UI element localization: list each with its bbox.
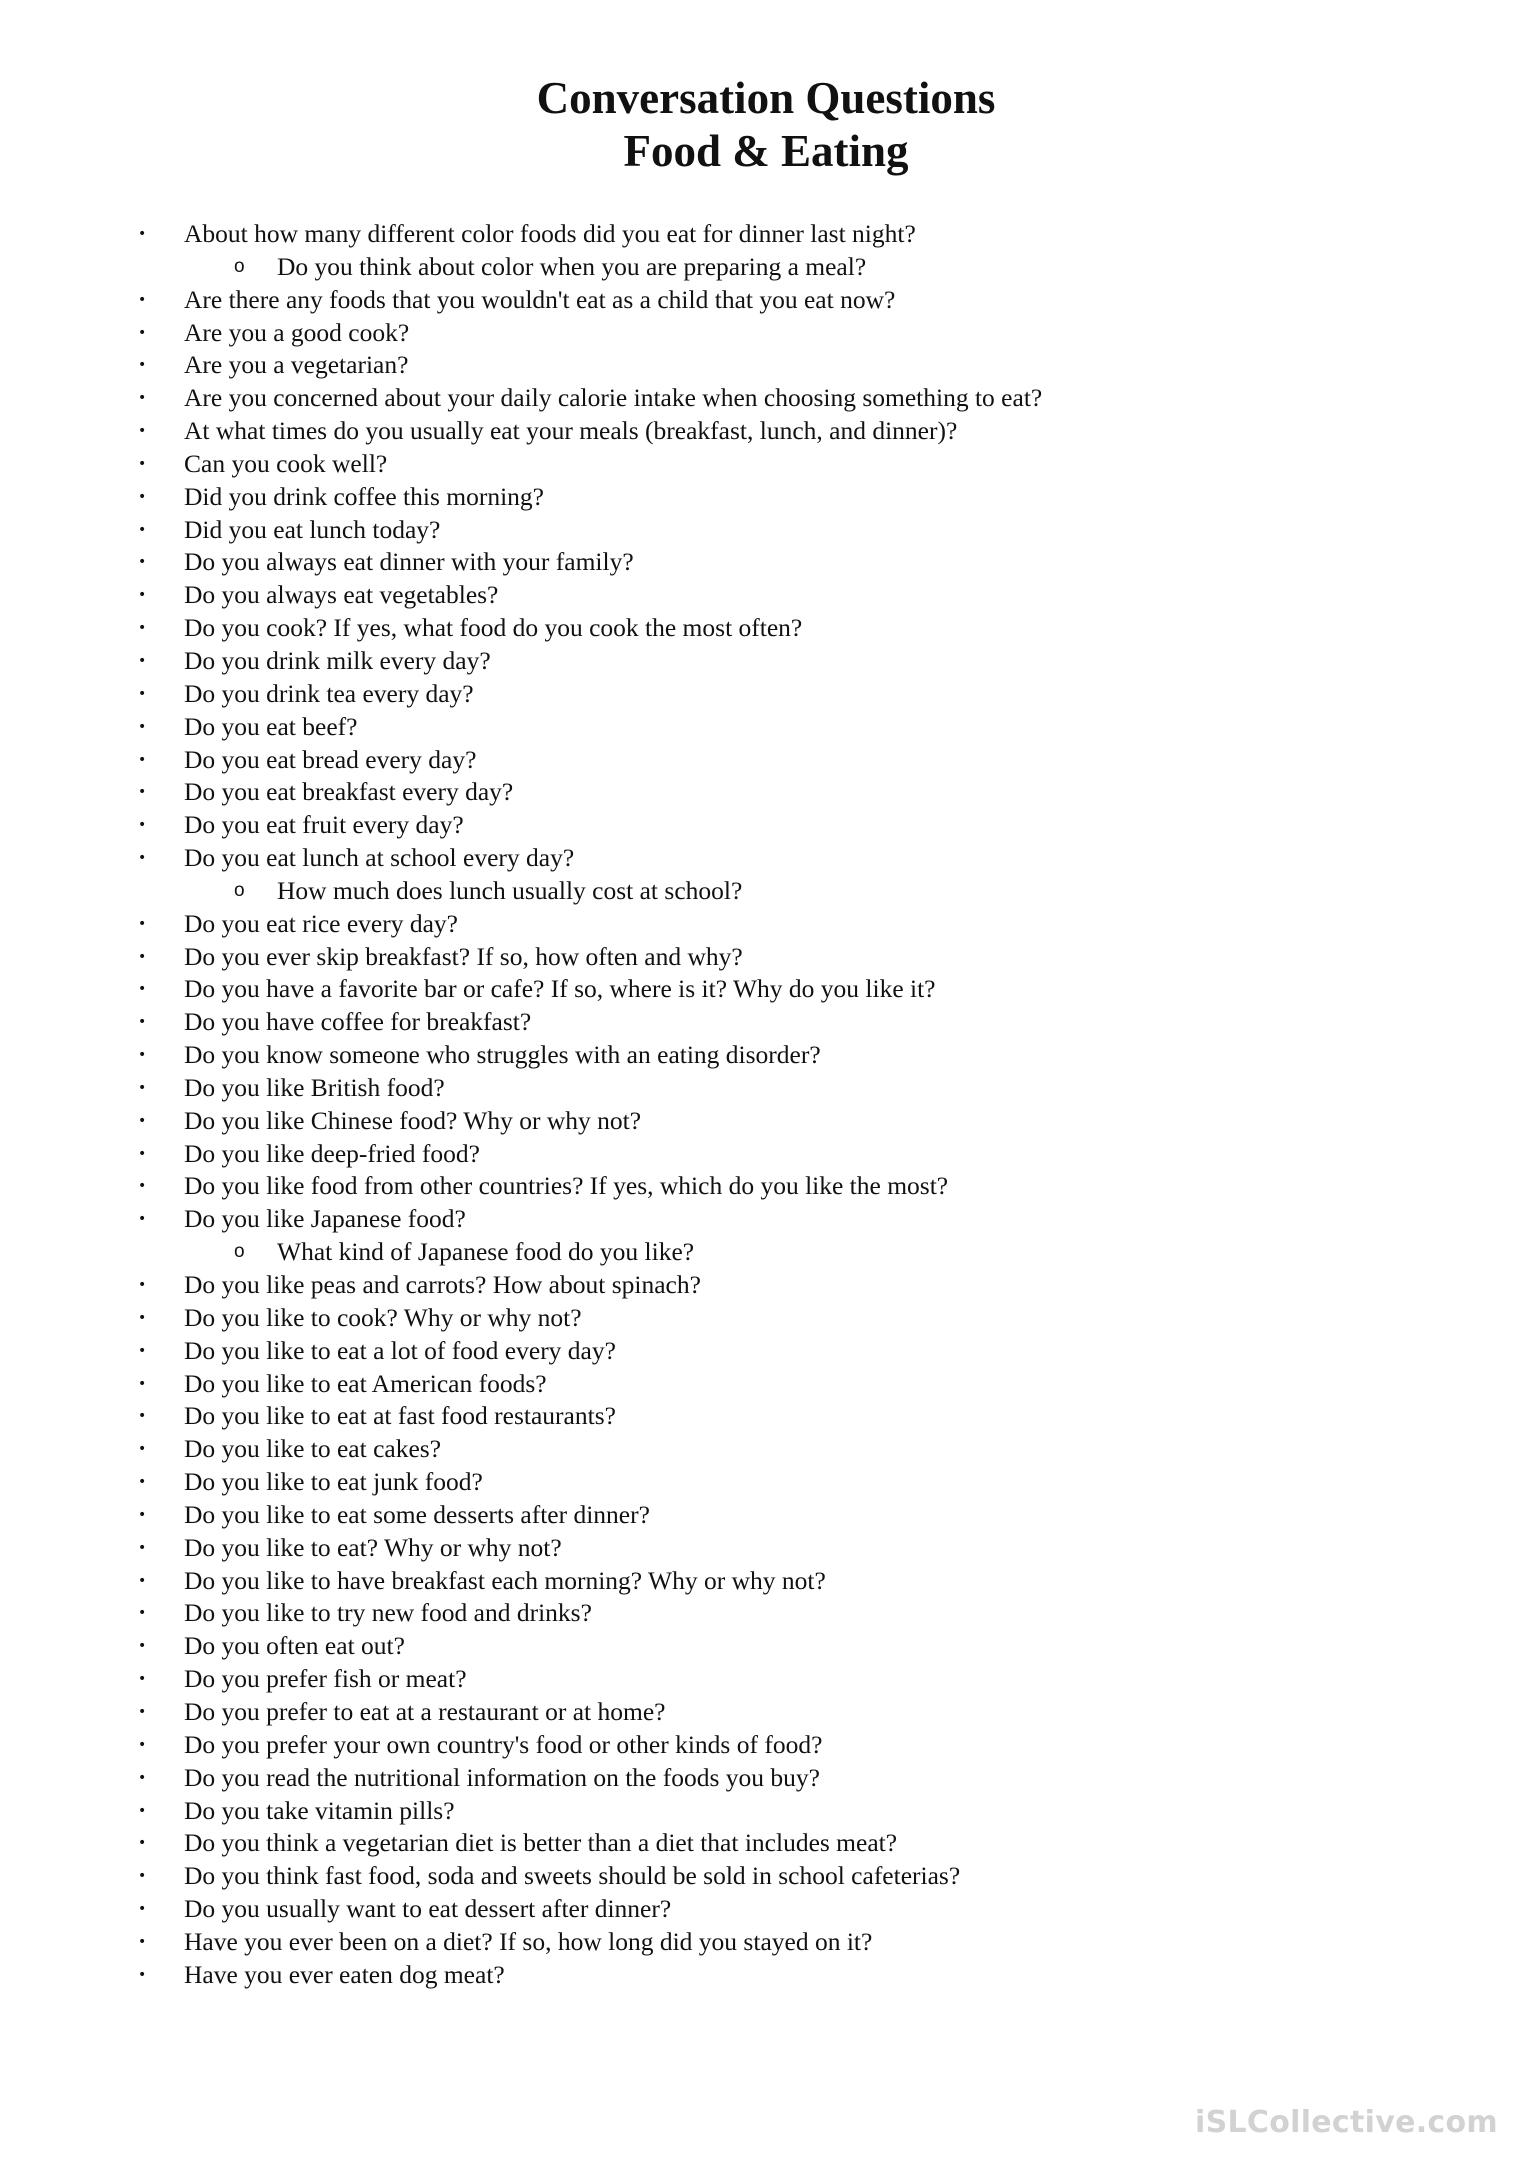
question-text: Do you like to cook? Why or why not?: [184, 1302, 582, 1332]
bullet-icon: •: [138, 1441, 147, 1458]
question-item: [0, 579, 1532, 612]
bullet-icon: •: [138, 1178, 147, 1195]
question-text: Do you usually want to eat dessert after dinner?: [184, 1894, 672, 1924]
question-item: [0, 1696, 1532, 1729]
bullet-icon: •: [138, 1145, 147, 1162]
sub-question-item: [0, 875, 1532, 908]
question-text: Do you read the nutritional information on the foods you buy?: [184, 1762, 820, 1792]
bullet-icon: •: [138, 423, 147, 440]
question-text: Do you prefer fish or meat?: [184, 1664, 467, 1694]
question-text: Are you a good cook?: [184, 317, 410, 347]
sub-question-item: [0, 251, 1532, 284]
question-text: Do you know someone who struggles with an eating disorder?: [184, 1040, 821, 1070]
bullet-icon: •: [138, 1638, 147, 1655]
question-text: Do you drink tea every day?: [184, 678, 474, 708]
bullet-icon: •: [138, 652, 147, 669]
question-item: [0, 1335, 1532, 1368]
question-item: [0, 546, 1532, 579]
question-text: Do you like Chinese food? Why or why not?: [184, 1105, 642, 1135]
bullet-icon: •: [138, 1671, 147, 1688]
title-line-main: Conversation Questions: [536, 73, 996, 123]
question-text: Do you think fast food, soda and sweets should be sold in school cafeterias?: [184, 1861, 961, 1891]
question-text: Do you like deep-fried food?: [184, 1138, 480, 1168]
bullet-icon: •: [138, 1408, 147, 1425]
bullet-icon: •: [138, 1901, 147, 1918]
question-text: Are you a vegetarian?: [184, 350, 409, 380]
question-text: Do you eat lunch at school every day?: [184, 843, 575, 873]
bullet-icon: •: [138, 1047, 147, 1064]
question-text: Can you cook well?: [184, 448, 388, 478]
question-item: [0, 1959, 1532, 1992]
question-item: [0, 1926, 1532, 1959]
bullet-icon: •: [138, 455, 147, 472]
question-text: Do you think a vegetarian diet is better than a diet that includes meat?: [184, 1828, 898, 1858]
question-item: [0, 1663, 1532, 1696]
bullet-icon: •: [138, 1736, 147, 1753]
question-item: [0, 514, 1532, 547]
question-text: Do you always eat vegetables?: [184, 580, 499, 610]
question-item: [0, 842, 1532, 875]
question-item: [0, 908, 1532, 941]
question-list: [0, 218, 1532, 1992]
question-text: Have you ever been on a diet? If so, how long did you stayed on it?: [184, 1926, 873, 1956]
question-item: [0, 382, 1532, 415]
question-text: Do you eat fruit every day?: [184, 810, 464, 840]
question-item: [0, 1729, 1532, 1762]
question-item: [0, 1795, 1532, 1828]
question-text: Do you like to eat junk food?: [184, 1467, 483, 1497]
bullet-icon: •: [138, 751, 147, 768]
question-item: [0, 1466, 1532, 1499]
circle-bullet-icon: o: [234, 1241, 245, 1263]
question-item: [0, 1400, 1532, 1433]
question-text: Do you prefer to eat at a restaurant or at home?: [184, 1696, 666, 1726]
question-text: About how many different color foods did you eat for dinner last night?: [184, 219, 916, 248]
bullet-icon: •: [138, 784, 147, 801]
question-item: [0, 415, 1532, 448]
bullet-icon: •: [138, 1375, 147, 1392]
question-text: Do you prefer your own country's food or other kinds of food?: [184, 1729, 823, 1759]
bullet-icon: •: [138, 817, 147, 834]
question-item: [0, 1762, 1532, 1795]
bullet-icon: •: [138, 357, 147, 374]
question-item: [0, 1532, 1532, 1565]
question-item: [0, 1105, 1532, 1138]
question-text: What kind of Japanese food do you like?: [277, 1237, 695, 1267]
question-item: [0, 284, 1532, 317]
question-item: [0, 1006, 1532, 1039]
bullet-icon: •: [138, 718, 147, 735]
question-item: [0, 1302, 1532, 1335]
question-item: [0, 1630, 1532, 1663]
question-text: Do you cook? If yes, what food do you cook the most often?: [184, 613, 803, 643]
bullet-icon: •: [138, 390, 147, 407]
bullet-icon: •: [138, 1868, 147, 1885]
question-text: Do you like to eat cakes?: [184, 1434, 442, 1464]
bullet-icon: •: [138, 1605, 147, 1622]
bullet-icon: •: [138, 1474, 147, 1491]
question-item: [0, 809, 1532, 842]
question-item: [0, 1368, 1532, 1401]
question-text: Do you often eat out?: [184, 1631, 405, 1661]
question-item: [0, 1039, 1532, 1072]
page-title: [0, 72, 1532, 178]
bullet-icon: •: [138, 587, 147, 604]
bullet-icon: •: [138, 1506, 147, 1523]
question-text: Do you always eat dinner with your family?: [184, 547, 634, 577]
question-item: [0, 1170, 1532, 1203]
bullet-icon: •: [138, 1769, 147, 1786]
circle-bullet-icon: o: [234, 879, 245, 901]
question-item: [0, 678, 1532, 711]
question-item: [0, 1565, 1532, 1598]
question-text: Do you like to eat a lot of food every day?: [184, 1335, 616, 1365]
question-item: [0, 1827, 1532, 1860]
bullet-icon: •: [138, 948, 147, 965]
bullet-icon: •: [138, 1802, 147, 1819]
bullet-icon: •: [138, 488, 147, 505]
bullet-icon: •: [138, 981, 147, 998]
question-text: Did you eat lunch today?: [184, 514, 441, 544]
bullet-icon: •: [138, 685, 147, 702]
question-item: [0, 973, 1532, 1006]
question-item: [0, 1597, 1532, 1630]
site-watermark: iSLCollective.com: [1194, 2105, 1498, 2140]
question-text: Do you like to eat at fast food restaurants?: [184, 1401, 616, 1431]
question-text: Do you eat bread every day?: [184, 744, 477, 774]
question-text: Do you eat rice every day?: [184, 908, 458, 938]
bullet-icon: •: [138, 1079, 147, 1096]
question-item: [0, 1893, 1532, 1926]
question-item: [0, 218, 1532, 251]
question-text: Do you have coffee for breakfast?: [184, 1007, 532, 1037]
question-item: [0, 776, 1532, 809]
bullet-icon: •: [138, 620, 147, 637]
bullet-icon: •: [138, 850, 147, 867]
bullet-icon: •: [138, 915, 147, 932]
question-text: Do you like British food?: [184, 1072, 445, 1102]
question-item: [0, 481, 1532, 514]
bullet-icon: •: [138, 1539, 147, 1556]
bullet-icon: •: [138, 1211, 147, 1228]
question-item: [0, 1072, 1532, 1105]
question-text: How much does lunch usually cost at school?: [277, 875, 743, 905]
bullet-icon: •: [138, 1014, 147, 1031]
bullet-icon: •: [138, 324, 147, 341]
bullet-icon: •: [138, 521, 147, 538]
bullet-icon: •: [138, 554, 147, 571]
question-text: Do you like Japanese food?: [184, 1204, 466, 1234]
title-line-topic: Food & Eating: [623, 126, 909, 176]
question-item: [0, 744, 1532, 777]
bullet-icon: •: [138, 291, 147, 308]
bullet-icon: •: [138, 1342, 147, 1359]
question-text: Do you like to eat American foods?: [184, 1368, 547, 1398]
question-text: Do you like food from other countries? If yes, which do you like the most?: [184, 1171, 949, 1201]
bullet-icon: •: [138, 1966, 147, 1983]
sub-question-item: [0, 1236, 1532, 1269]
bullet-icon: •: [138, 1835, 147, 1852]
circle-bullet-icon: o: [234, 255, 245, 277]
bullet-icon: •: [138, 1309, 147, 1326]
question-text: Do you have a favorite bar or cafe? If so, where is it? Why do you like it?: [184, 974, 936, 1004]
question-text: Do you think about color when you are preparing a meal?: [277, 251, 867, 281]
question-item: [0, 317, 1532, 350]
question-item: [0, 612, 1532, 645]
question-item: [0, 1203, 1532, 1236]
bullet-icon: •: [138, 1933, 147, 1950]
bullet-icon: •: [138, 1277, 147, 1293]
question-item: [0, 1138, 1532, 1171]
question-text: Have you ever eaten dog meat?: [184, 1959, 505, 1989]
question-item: [0, 1499, 1532, 1532]
bullet-icon: •: [138, 1703, 147, 1720]
question-text: Do you eat beef?: [184, 711, 358, 741]
bullet-icon: •: [138, 226, 147, 242]
question-text: At what times do you usually eat your meals (breakfast, lunch, and dinner)?: [184, 416, 958, 446]
bullet-icon: •: [138, 1572, 147, 1589]
question-item: [0, 349, 1532, 382]
question-text: Do you like to eat? Why or why not?: [184, 1532, 562, 1562]
question-text: Do you like to have breakfast each morning? Why or why not?: [184, 1565, 826, 1595]
question-text: Do you eat breakfast every day?: [184, 777, 514, 807]
bullet-icon: •: [138, 1112, 147, 1129]
question-item: [0, 448, 1532, 481]
question-item: [0, 645, 1532, 678]
question-item: [0, 1269, 1532, 1302]
question-text: Do you like to try new food and drinks?: [184, 1598, 592, 1628]
question-item: [0, 941, 1532, 974]
question-text: Do you like peas and carrots? How about spinach?: [184, 1270, 701, 1299]
question-text: Did you drink coffee this morning?: [184, 481, 545, 511]
question-text: Are there any foods that you wouldn't eat as a child that you eat now?: [184, 284, 896, 314]
question-text: Do you take vitamin pills?: [184, 1795, 455, 1825]
question-text: Do you drink milk every day?: [184, 645, 491, 675]
question-item: [0, 1860, 1532, 1893]
question-text: Are you concerned about your daily calorie intake when choosing something to eat?: [184, 383, 1043, 413]
question-text: Do you like to eat some desserts after dinner?: [184, 1499, 650, 1529]
question-item: [0, 1433, 1532, 1466]
question-item: [0, 711, 1532, 744]
question-text: Do you ever skip breakfast? If so, how often and why?: [184, 941, 743, 971]
